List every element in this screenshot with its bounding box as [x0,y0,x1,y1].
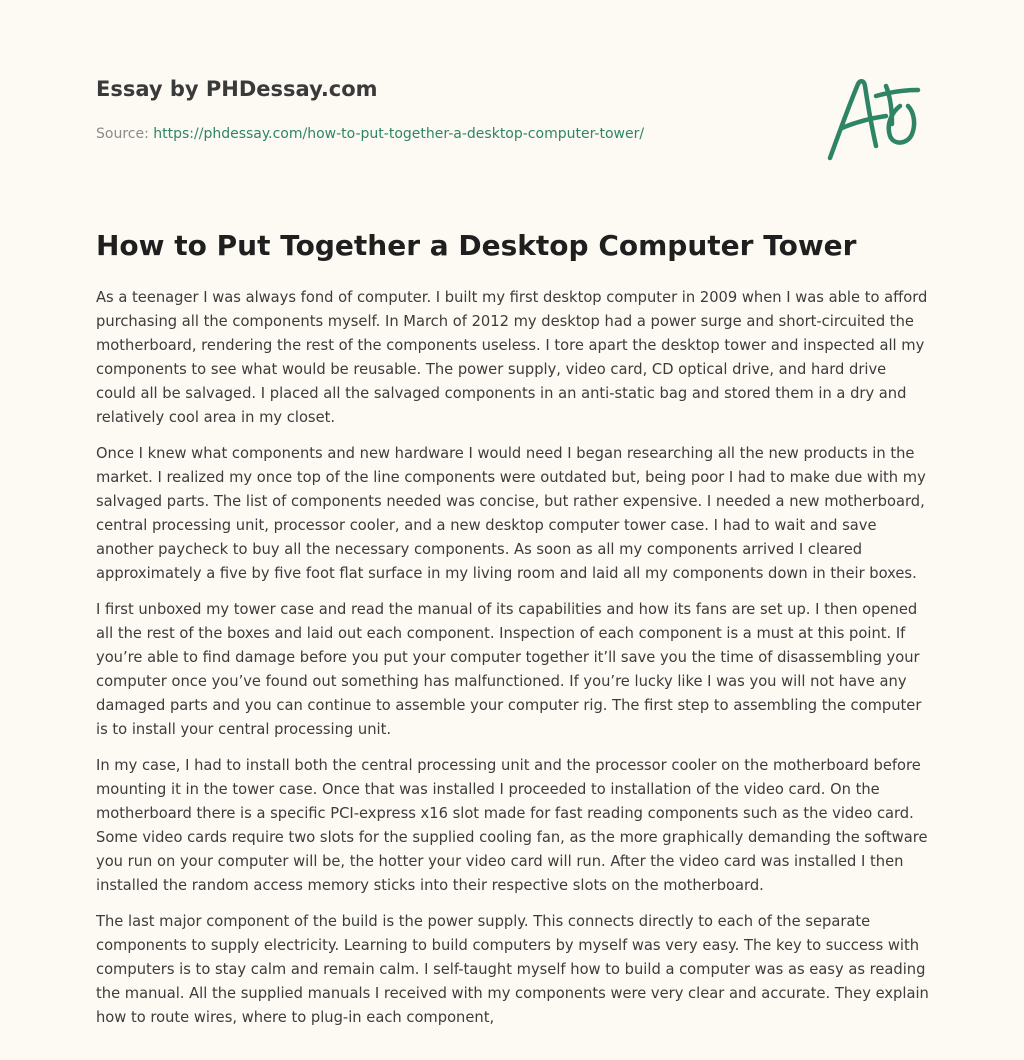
essay-paragraph-2: Once I knew what components and new hardware I would need I began researching all the new products in the market. I realized my once top of the line components were outdated but, being poor I had to make due with my salvaged parts. The list of components needed was concise, but rather expensive. I needed a new motherboard, central processing unit, processor cooler, and a new desktop computer tower case. I had to wait and save another paycheck to buy all the necessary components. As soon as all my components arrived I cleared approximately a five by five foot flat surface in my living room and laid all my components down in their boxes. [96,445,926,582]
essay-title: How to Put Together a Desktop Computer Tower [96,229,857,262]
essay-paragraph-1: As a teenager I was always fond of computer. I built my first desktop computer in 2009 when I was able to afford purchasing all the components myself. In March of 2012 my desktop had a power surge and short-circuited the motherboard, rendering the rest of the components useless. I tore apart the desktop tower and inspected all my components to see what would be reusable. The power supply, video card, CD optical drive, and hard drive could all be salvaged. I placed all the salvaged components in an anti-static bag and stored them in a dry and relatively cool area in my closet. [96,289,928,426]
source-label: Source: [96,126,154,142]
essay-paragraph-3: I first unboxed my tower case and read the manual of its capabilities and how its fans are set up. I then opened all the rest of the boxes and laid out each component. Inspection of each component is a must at this point. If you’re able to find damage before you put your computer together it’ll save you the time of disassembling your computer once you’ve found out something has malfunctioned. If you’re lucky like I was you will not have any damaged parts and you can continue to assemble your computer rig. The first step to assembling the computer is to install your central processing unit. [96,601,922,738]
essay-body [96,286,930,1042]
essay-paragraph-5: The last major component of the build is the power supply. This connects directly to each of the separate components to supply electricity. Learning to build computers by myself was very easy. The key to success with computers is to stay calm and remain calm. I self-taught myself how to build a computer was as easy as reading the manual. All the supplied manuals I received with my components were very clear and accurate. They explain how to route wires, where to plug-in each component, [96,913,929,1026]
a-plus-logo-icon [820,66,930,166]
site-header [96,74,796,142]
a-plus-logo [820,66,930,166]
essay-paragraph-4: In my case, I had to install both the central processing unit and the processor cooler on the motherboard before mounting it in the tower case. Once that was installed I proceeded to installation of the video card. On the motherboard there is a specific PCI-express x16 slot made for fast reading components such as the video card. Some video cards require two slots for the supplied cooling fan, as the more graphically demanding the software you run on your computer will be, the hotter your video card will run. After the video card was installed I then installed the random access memory sticks into their respective slots on the motherboard. [96,757,928,894]
source-link[interactable]: https://phdessay.com/how-to-put-together-a-desktop-computer-tower/ [153,126,645,142]
site-brand[interactable]: Essay by PHDessay.com [96,77,378,101]
source-line [96,124,644,144]
